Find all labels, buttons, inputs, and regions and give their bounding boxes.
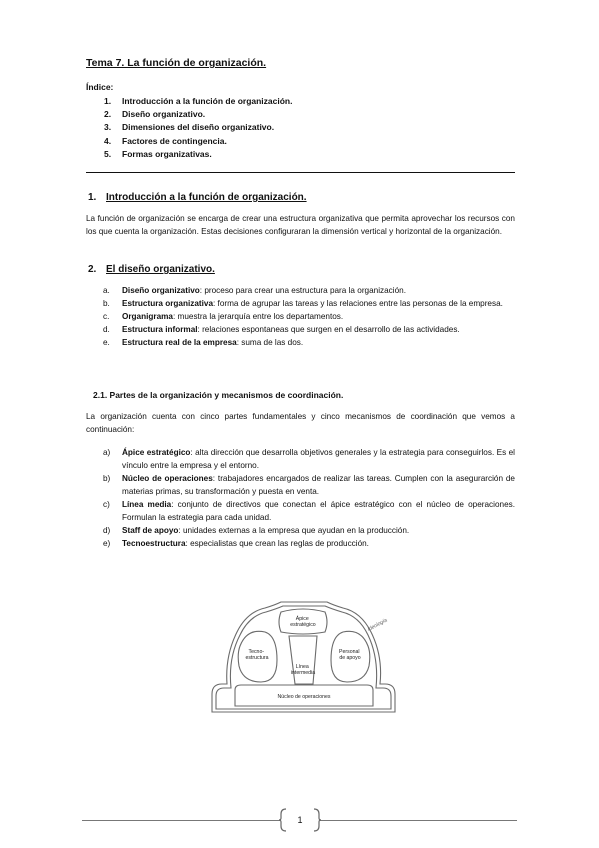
list-marker: c. [103, 312, 110, 321]
part-term: Ápice estratégico [122, 448, 191, 457]
diagram-tecno-line2: estructura [245, 655, 269, 661]
definition-term: Estructura real de la empresa [122, 338, 237, 347]
part-term: Línea media [122, 500, 172, 509]
definition-item [103, 323, 515, 336]
section-divider [86, 172, 515, 173]
definition-item [103, 310, 515, 323]
diagram-apex-line1: Ápice [295, 616, 309, 622]
section-2-heading [88, 264, 215, 275]
part-text: : conjunto de directivos que conectan el ápice estratégico con el núcleo de operaciones. Formulan la estrategia para cada unidad. [122, 500, 515, 522]
subsection-2-1-paragraph: La organización cuenta con cinco partes fundamentales y cinco mecanismos de coordinación que vemos a continuación: [86, 412, 515, 434]
toc-number: 4. [104, 135, 112, 146]
section-1-title: Introducción a la función de organización. [106, 192, 307, 203]
definition-term: Organigrama [122, 312, 173, 321]
definition-text: : suma de las dos. [236, 338, 304, 347]
list-marker: b. [103, 299, 110, 308]
definition-item [103, 284, 515, 297]
footer-rule-right [320, 820, 517, 821]
toc-item [104, 95, 293, 108]
list-marker: e) [103, 539, 111, 548]
section-2-definitions [103, 284, 515, 349]
toc-number: 3. [104, 122, 112, 133]
definition-item [103, 297, 515, 310]
document-title: Tema 7. La función de organización. [86, 57, 267, 69]
footer-rule-left [82, 820, 280, 821]
part-text: : unidades externas a la empresa que ayudan en la producción. [178, 526, 410, 535]
diagram-staff-line1: Personal [339, 649, 360, 655]
diagram-tecno-label [245, 649, 268, 661]
definition-text: : forma de agrupar las tareas y las relaciones entre las personas de la empresa. [213, 299, 503, 308]
list-marker: a. [103, 286, 110, 295]
part-text: : alta dirección que desarrolla objetivos generales y la estrategia para conseguirlos. Es el vínculo entre la empresa y el entorno. [122, 448, 515, 470]
definition-item [103, 336, 515, 349]
diagram-middle-line2: intermedia [290, 670, 316, 676]
definition-term: Estructura informal [122, 325, 198, 334]
organization-structure-diagram [205, 598, 400, 716]
list-marker: d) [103, 526, 111, 535]
toc-text: Factores de contingencia. [122, 135, 227, 146]
section-1-number: 1. [88, 192, 97, 203]
part-text: : especialistas que crean las reglas de producción. [185, 539, 369, 548]
diagram-middle-label [291, 664, 315, 676]
toc-text: Formas organizativas. [122, 148, 212, 159]
toc-number: 5. [104, 148, 112, 159]
diagram-apex-line2: estratégico [290, 622, 316, 628]
list-marker: c) [103, 500, 110, 509]
definition-text: : relaciones espontaneas que surgen en el desarrollo de las actividades. [197, 325, 460, 334]
toc-number: 1. [104, 96, 112, 106]
definition-text: : proceso para crear una estructura para la organización. [199, 286, 406, 295]
diagram-staff-line2: de apoyo [339, 655, 361, 661]
table-of-contents [104, 95, 293, 161]
diagram-core-label: Núcleo de operaciones [277, 694, 331, 700]
definition-term: Diseño organizativo [122, 286, 200, 295]
diagram-apex-label [290, 615, 315, 628]
part-item [103, 524, 515, 537]
part-term: Tecnoestructura [122, 539, 186, 548]
list-marker: e. [103, 338, 110, 347]
section-2-title: El diseño organizativo. [106, 264, 215, 275]
list-marker: d. [103, 325, 110, 334]
section-2-number: 2. [88, 264, 97, 275]
toc-item [104, 108, 293, 121]
list-marker: a) [103, 448, 111, 457]
part-text: : trabajadores encargados de realizar las tareas. Cumplen con la asegurarción de materias primas, su transformación y puesta en venta. [122, 474, 515, 496]
toc-text: Diseño organizativo. [122, 109, 206, 120]
part-term: Núcleo de operaciones [122, 474, 213, 483]
toc-text: Introducción a la función de organización. [122, 96, 293, 106]
page-number: 1 [297, 815, 303, 825]
toc-item [104, 135, 293, 148]
section-1-paragraph: La función de organización se encarga de crear una estructura organizativa que permita aprovechar los recursos con los que cuenta la organización. Estas decisiones configuraran la dimensión vertical y horizontal de la organización. [86, 214, 515, 236]
list-marker: b) [103, 474, 111, 483]
part-item [103, 498, 515, 524]
subsection-2-1-heading: 2.1. Partes de la organización y mecanismos de coordinación. [93, 390, 344, 400]
index-label: Índice: [86, 82, 114, 92]
definition-text: : muestra la jerarquía entre los departamentos. [172, 312, 344, 321]
toc-text: Dimensiones del diseño organizativo. [122, 122, 275, 133]
definition-term: Estructura organizativa [122, 299, 213, 308]
part-term: Staff de apoyo [122, 526, 179, 535]
part-item [103, 472, 515, 498]
part-item [103, 446, 515, 472]
part-item [103, 537, 515, 550]
section-1-heading [88, 192, 307, 203]
toc-number: 2. [104, 109, 112, 120]
diagram-tecno-line1: Tecno- [248, 649, 265, 655]
diagram-ideology-label: Ideología [366, 617, 389, 633]
toc-item [104, 121, 293, 134]
organization-parts-list [103, 446, 515, 550]
toc-item [104, 148, 293, 161]
diagram-staff-label [339, 649, 361, 661]
diagram-middle-line1: Línea [295, 664, 309, 670]
